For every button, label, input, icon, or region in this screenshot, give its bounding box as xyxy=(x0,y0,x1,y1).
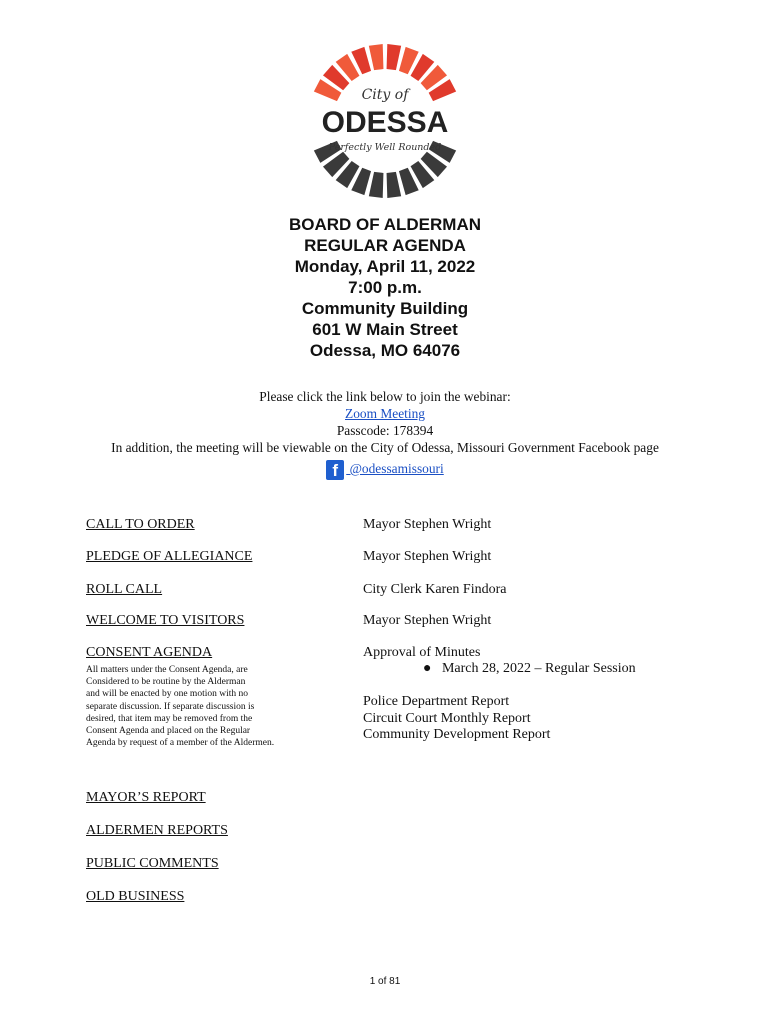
logo-ray xyxy=(369,44,384,70)
consent-note-line: All matters under the Consent Agenda, are xyxy=(86,665,248,675)
agenda-presenter: City Clerk Karen Findora xyxy=(363,582,507,597)
logo-top-text: City of xyxy=(361,87,409,103)
webinar-intro: Please click the link below to join the webinar: xyxy=(259,389,511,404)
bullet-icon: ● xyxy=(423,661,432,676)
agenda-presenter: Mayor Stephen Wright xyxy=(363,549,492,564)
consent-note-line: desired, that item may be removed from the xyxy=(86,713,253,724)
report-item: Community Development Report xyxy=(363,727,551,742)
title-line: BOARD OF ALDERMAN xyxy=(288,215,482,234)
consent-note-line: and will be enacted by one motion with no xyxy=(86,689,248,700)
logo-tagline: Perfectly Well Rounded xyxy=(328,142,442,153)
meeting-date: Monday, April 11, 2022 xyxy=(294,257,476,276)
consent-note-line: separate discussion. If separate discussion is xyxy=(86,701,255,712)
agenda-title-block xyxy=(0,214,770,361)
consent-reports xyxy=(363,694,550,744)
page-number: 1 of 81 xyxy=(369,976,401,987)
agenda-item-pledge: PLEDGE OF ALLEGIANCE xyxy=(86,549,253,564)
agenda-presenter: Mayor Stephen Wright xyxy=(363,613,492,628)
agenda-item-roll-call: ROLL CALL xyxy=(86,582,163,597)
agenda-item-aldermen-reports: ALDERMEN REPORTS xyxy=(86,823,228,838)
minutes-bullet-item xyxy=(423,661,636,677)
agenda-item-public-comments: PUBLIC COMMENTS xyxy=(86,856,219,871)
agenda-item-welcome: WELCOME TO VISITORS xyxy=(86,613,245,628)
logo-ray xyxy=(387,172,402,198)
title-line: REGULAR AGENDA xyxy=(304,236,466,255)
meeting-time: 7:00 p.m. xyxy=(348,278,422,297)
report-item: Circuit Court Monthly Report xyxy=(363,710,531,726)
webinar-info xyxy=(0,388,770,480)
webinar-passcode: Passcode: 178394 xyxy=(336,423,434,438)
facebook-icon[interactable]: f xyxy=(326,460,344,480)
logo-ray xyxy=(369,172,384,198)
meeting-city: Odessa, MO 64076 xyxy=(309,341,461,360)
logo-ray xyxy=(387,44,402,70)
meeting-venue: Community Building xyxy=(301,299,469,318)
consent-note-line: Consent Agenda and placed on the Regular xyxy=(86,726,251,737)
agenda-item-call-to-order: CALL TO ORDER xyxy=(86,517,195,532)
facebook-handle-link[interactable]: @odessamissouri xyxy=(346,461,444,476)
logo-name: ODESSA xyxy=(321,106,449,139)
consent-approval-of-minutes: Approval of Minutes xyxy=(363,645,481,660)
agenda-item-old-business: OLD BUSINESS xyxy=(86,889,185,904)
facebook-note: In addition, the meeting will be viewable on the City of Odessa, Missouri Government Facebook page xyxy=(111,440,659,455)
consent-note-line: Considered to be routine by the Alderman xyxy=(86,677,246,688)
meeting-street: 601 W Main Street xyxy=(312,320,458,339)
city-of-odessa-logo xyxy=(306,42,464,200)
minutes-item-text: March 28, 2022 – Regular Session xyxy=(441,661,636,676)
report-item: Police Department Report xyxy=(363,694,510,709)
agenda-presenter: Mayor Stephen Wright xyxy=(363,517,492,532)
zoom-meeting-link[interactable]: Zoom Meeting xyxy=(345,406,425,421)
consent-agenda-note xyxy=(86,664,296,749)
agenda-item-mayors-report: MAYOR’S REPORT xyxy=(86,790,206,805)
consent-note-line: Agenda by request of a member of the Aldermen. xyxy=(86,738,275,749)
agenda-item-consent: CONSENT AGENDA xyxy=(86,645,213,660)
